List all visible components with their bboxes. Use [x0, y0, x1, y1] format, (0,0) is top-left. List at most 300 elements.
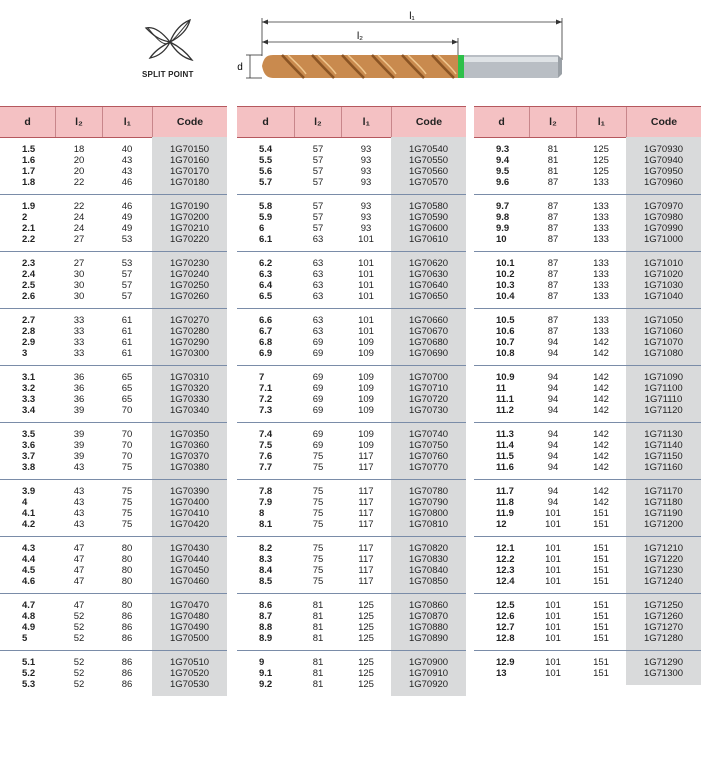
overall-length-cell: 151	[593, 622, 609, 633]
flute-length-cell: 36	[73, 394, 85, 405]
flute-length-cell: 63	[312, 280, 324, 291]
table-row	[237, 508, 466, 519]
table-row	[474, 543, 701, 554]
overall-length-cell: 75	[121, 486, 133, 497]
diameter-cell: 8.5	[259, 576, 273, 587]
code-cell: 1G71060	[643, 326, 684, 337]
diameter-cell: 2.5	[22, 280, 36, 291]
code-cell: 1G70690	[408, 348, 449, 359]
diameter-cell: 3.7	[22, 451, 36, 462]
table-row	[474, 611, 701, 622]
flute-length-cell: 87	[547, 212, 559, 223]
table-row	[0, 258, 227, 269]
code-cell: 1G70160	[169, 155, 210, 166]
header-d: d	[0, 107, 56, 137]
flute-length-cell: 87	[547, 234, 559, 245]
flute-length-cell: 75	[312, 451, 324, 462]
diameter-cell: 12.8	[496, 633, 515, 644]
diameter-cell: 3.8	[22, 462, 36, 473]
diameter-cell: 1.8	[22, 177, 36, 188]
flute-length-cell: 101	[545, 633, 561, 644]
code-cell: 1G70290	[169, 337, 210, 348]
flute-length-cell: 101	[545, 508, 561, 519]
row-group	[237, 423, 466, 480]
table-row	[474, 269, 701, 280]
code-cell: 1G70990	[643, 223, 684, 234]
diameter-cell: 6.2	[259, 258, 273, 269]
overall-length-cell: 142	[593, 451, 609, 462]
diameter-cell: 11	[496, 383, 507, 394]
table-row	[237, 543, 466, 554]
diameter-cell: 12.3	[496, 565, 515, 576]
overall-length-cell: 142	[593, 348, 609, 359]
code-cell: 1G70980	[643, 212, 684, 223]
flute-length-cell: 63	[312, 234, 324, 245]
table-row	[474, 144, 701, 155]
code-cell: 1G70680	[408, 337, 449, 348]
code-cell: 1G71070	[643, 337, 684, 348]
flute-length-cell: 69	[312, 337, 324, 348]
diameter-cell: 9.8	[496, 212, 510, 223]
overall-length-cell: 125	[358, 622, 374, 633]
flute-length-cell: 63	[312, 291, 324, 302]
code-cell: 1G71090	[643, 372, 684, 383]
table-row	[0, 348, 227, 359]
table-row	[0, 497, 227, 508]
diameter-cell: 10.5	[496, 315, 515, 326]
flute-length-cell: 94	[547, 337, 559, 348]
flute-length-cell: 30	[73, 280, 85, 291]
table-row	[474, 451, 701, 462]
code-cell: 1G71050	[643, 315, 684, 326]
header-l1: l₁	[577, 107, 627, 137]
overall-length-cell: 133	[593, 258, 609, 269]
overall-length-cell: 86	[121, 657, 133, 668]
header-d: d	[237, 107, 295, 137]
code-cell: 1G70710	[408, 383, 449, 394]
overall-length-cell: 151	[593, 600, 609, 611]
flute-length-cell: 75	[312, 508, 324, 519]
table-row	[0, 212, 227, 223]
table-row	[0, 679, 227, 690]
row-group	[474, 537, 701, 594]
flute-length-cell: 94	[547, 440, 559, 451]
code-cell: 1G71260	[643, 611, 684, 622]
overall-length-cell: 109	[358, 405, 374, 416]
overall-length-cell: 125	[593, 144, 609, 155]
code-cell: 1G71270	[643, 622, 684, 633]
code-cell: 1G70310	[169, 372, 210, 383]
code-cell: 1G71020	[643, 269, 684, 280]
diameter-cell: 6.4	[259, 280, 273, 291]
table-row	[474, 668, 701, 679]
flute-length-cell: 47	[73, 565, 85, 576]
product-header	[0, 0, 701, 100]
flute-length-cell: 101	[545, 611, 561, 622]
flute-length-cell: 75	[312, 576, 324, 587]
code-cell: 1G70150	[169, 144, 210, 155]
d-dimension-label: d	[237, 62, 243, 73]
diameter-cell: 12.2	[496, 554, 515, 565]
code-cell: 1G70940	[643, 155, 684, 166]
diameter-cell: 3.2	[22, 383, 36, 394]
diameter-cell: 9.5	[496, 166, 510, 177]
diameter-cell: 4.7	[22, 600, 36, 611]
code-cell: 1G70930	[643, 144, 684, 155]
overall-length-cell: 101	[358, 269, 374, 280]
code-cell: 1G71190	[644, 508, 683, 519]
flute-length-cell: 94	[547, 486, 559, 497]
table-row	[237, 486, 466, 497]
flute-length-cell: 43	[73, 497, 85, 508]
diameter-cell: 4.9	[22, 622, 36, 633]
overall-length-cell: 93	[360, 155, 372, 166]
table-header	[0, 106, 227, 138]
flute-length-cell: 101	[545, 554, 561, 565]
flute-length-cell: 47	[73, 543, 85, 554]
flute-length-cell: 18	[73, 144, 85, 155]
table-row	[474, 177, 701, 188]
row-group	[0, 195, 227, 252]
diameter-cell: 10.4	[496, 291, 515, 302]
flute-length-cell: 75	[312, 497, 324, 508]
table-row	[0, 280, 227, 291]
table-row	[474, 440, 701, 451]
code-cell: 1G71010	[643, 258, 684, 269]
diameter-cell: 5.6	[259, 166, 273, 177]
flute-length-cell: 43	[73, 462, 85, 473]
code-cell: 1G70550	[408, 155, 449, 166]
row-group	[237, 480, 466, 537]
overall-length-cell: 125	[358, 657, 374, 668]
flute-length-cell: 63	[312, 258, 324, 269]
table-row	[237, 280, 466, 291]
overall-length-cell: 86	[121, 611, 133, 622]
diameter-cell: 4.6	[22, 576, 36, 587]
flute-length-cell: 69	[312, 372, 324, 383]
table-row	[0, 622, 227, 633]
size-table-2	[237, 106, 466, 696]
flute-length-cell: 81	[312, 600, 324, 611]
table-row	[474, 622, 701, 633]
code-cell: 1G70250	[169, 280, 210, 291]
overall-length-cell: 93	[360, 212, 372, 223]
flute-length-cell: 22	[73, 201, 85, 212]
overall-length-cell: 65	[121, 383, 133, 394]
code-cell: 1G70890	[408, 633, 449, 644]
code-cell: 1G71150	[644, 451, 683, 462]
overall-length-cell: 43	[121, 166, 133, 177]
table-row	[0, 657, 227, 668]
table-row	[237, 177, 466, 188]
code-cell: 1G71290	[643, 657, 684, 668]
code-cell: 1G70630	[408, 269, 449, 280]
flute-length-cell: 39	[73, 451, 85, 462]
flute-length-cell: 94	[547, 394, 559, 405]
overall-length-cell: 151	[593, 565, 609, 576]
diameter-cell: 12.5	[496, 600, 515, 611]
code-cell: 1G70580	[408, 201, 449, 212]
table-row	[237, 600, 466, 611]
overall-length-cell: 70	[121, 429, 133, 440]
flute-length-cell: 33	[73, 348, 85, 359]
table-row	[237, 679, 466, 690]
flute-length-cell: 94	[547, 497, 559, 508]
overall-length-cell: 142	[593, 462, 609, 473]
table-row	[237, 519, 466, 530]
flute-length-cell: 101	[545, 657, 561, 668]
code-cell: 1G71120	[644, 405, 683, 416]
overall-length-cell: 133	[593, 212, 609, 223]
diameter-cell: 3	[22, 348, 28, 359]
diameter-cell: 7.8	[259, 486, 273, 497]
diameter-cell: 9.7	[496, 201, 510, 212]
overall-length-cell: 125	[358, 600, 374, 611]
overall-length-cell: 142	[593, 440, 609, 451]
code-cell: 1G70960	[643, 177, 684, 188]
flute-length-cell: 75	[312, 486, 324, 497]
overall-length-cell: 46	[121, 201, 133, 212]
table-header	[237, 106, 466, 138]
diameter-cell: 2.8	[22, 326, 36, 337]
header-l1: l₁	[342, 107, 392, 137]
flute-length-cell: 101	[545, 600, 561, 611]
code-cell: 1G70740	[408, 429, 449, 440]
diameter-cell: 6.6	[259, 315, 273, 326]
code-cell: 1G70830	[408, 554, 449, 565]
row-group	[0, 651, 227, 696]
code-cell: 1G70600	[408, 223, 449, 234]
diameter-cell: 8.3	[259, 554, 273, 565]
flute-length-cell: 94	[547, 429, 559, 440]
overall-length-cell: 86	[121, 679, 133, 690]
flute-length-cell: 94	[547, 348, 559, 359]
row-group	[237, 594, 466, 651]
table-row	[0, 668, 227, 679]
code-cell: 1G70800	[408, 508, 449, 519]
table-body	[237, 138, 466, 696]
flute-length-cell: 87	[547, 315, 559, 326]
diameter-cell: 2	[22, 212, 28, 223]
code-cell: 1G70450	[169, 565, 210, 576]
diameter-cell: 3.1	[22, 372, 36, 383]
table-row	[474, 372, 701, 383]
overall-length-cell: 142	[593, 372, 609, 383]
overall-length-cell: 151	[593, 576, 609, 587]
table-row	[474, 486, 701, 497]
flute-length-cell: 69	[312, 348, 324, 359]
diameter-cell: 5.8	[259, 201, 273, 212]
diameter-cell: 10.6	[496, 326, 515, 337]
diameter-cell: 8.6	[259, 600, 273, 611]
diameter-cell: 8.7	[259, 611, 273, 622]
table-row	[0, 611, 227, 622]
flute-length-cell: 36	[73, 383, 85, 394]
flute-length-cell: 75	[312, 554, 324, 565]
overall-length-cell: 80	[121, 600, 133, 611]
overall-length-cell: 101	[358, 315, 374, 326]
table-row	[0, 166, 227, 177]
table-row	[237, 565, 466, 576]
overall-length-cell: 151	[593, 508, 609, 519]
table-row	[474, 291, 701, 302]
code-cell: 1G70730	[408, 405, 449, 416]
flute-length-cell: 101	[545, 622, 561, 633]
diameter-cell: 6.9	[259, 348, 273, 359]
flute-length-cell: 47	[73, 554, 85, 565]
overall-length-cell: 93	[360, 144, 372, 155]
overall-length-cell: 49	[121, 223, 133, 234]
flute-length-cell: 75	[312, 543, 324, 554]
overall-length-cell: 133	[593, 326, 609, 337]
flute-length-cell: 75	[312, 519, 324, 530]
flute-length-cell: 57	[312, 144, 324, 155]
overall-length-cell: 93	[360, 166, 372, 177]
row-group	[0, 252, 227, 309]
flute-length-cell: 75	[312, 462, 324, 473]
code-cell: 1G70790	[408, 497, 449, 508]
table-row	[474, 258, 701, 269]
code-cell: 1G70560	[408, 166, 449, 177]
table-row	[237, 212, 466, 223]
table-body	[0, 138, 227, 696]
row-group	[0, 309, 227, 366]
flute-length-cell: 63	[312, 315, 324, 326]
table-row	[237, 201, 466, 212]
overall-length-cell: 109	[358, 383, 374, 394]
flute-length-cell: 52	[73, 657, 85, 668]
overall-length-cell: 101	[358, 258, 374, 269]
diameter-cell: 6.1	[259, 234, 273, 245]
table-row	[237, 576, 466, 587]
code-cell: 1G71240	[643, 576, 684, 587]
flute-length-cell: 22	[73, 177, 85, 188]
row-group	[474, 366, 701, 423]
overall-length-cell: 142	[593, 394, 609, 405]
diameter-cell: 10.7	[496, 337, 515, 348]
diameter-cell: 8.2	[259, 543, 273, 554]
flute-length-cell: 27	[73, 234, 85, 245]
diameter-cell: 3.3	[22, 394, 36, 405]
diameter-cell: 11.6	[496, 462, 514, 473]
overall-length-cell: 117	[358, 576, 374, 587]
code-cell: 1G71000	[643, 234, 684, 245]
table-row	[474, 337, 701, 348]
overall-length-cell: 117	[358, 451, 374, 462]
code-cell: 1G70540	[408, 144, 449, 155]
table-row	[0, 394, 227, 405]
diameter-cell: 3.9	[22, 486, 36, 497]
diameter-cell: 10.9	[496, 372, 515, 383]
overall-length-cell: 117	[358, 462, 374, 473]
table-row	[0, 201, 227, 212]
table-row	[237, 440, 466, 451]
diameter-cell: 10.3	[496, 280, 515, 291]
flute-length-cell: 69	[312, 405, 324, 416]
diameter-cell: 12.4	[496, 576, 515, 587]
code-cell: 1G70530	[169, 679, 210, 690]
diameter-cell: 2.6	[22, 291, 36, 302]
flute-length-cell: 20	[73, 155, 85, 166]
table-row	[0, 543, 227, 554]
flute-length-cell: 43	[73, 486, 85, 497]
diameter-cell: 6.8	[259, 337, 273, 348]
overall-length-cell: 109	[358, 429, 374, 440]
code-cell: 1G70430	[169, 543, 210, 554]
code-cell: 1G70660	[408, 315, 449, 326]
code-cell: 1G71230	[643, 565, 684, 576]
row-group	[0, 537, 227, 594]
code-cell: 1G70230	[169, 258, 210, 269]
table-row	[474, 155, 701, 166]
diameter-cell: 8	[259, 508, 265, 519]
overall-length-cell: 133	[593, 177, 609, 188]
code-cell: 1G70410	[169, 508, 210, 519]
code-cell: 1G71110	[644, 394, 683, 405]
table-row	[237, 405, 466, 416]
flute-length-cell: 33	[73, 315, 85, 326]
diameter-cell: 5.7	[259, 177, 273, 188]
overall-length-cell: 109	[358, 337, 374, 348]
table-row	[237, 291, 466, 302]
diameter-cell: 11.4	[496, 440, 514, 451]
table-row	[474, 201, 701, 212]
code-cell: 1G70420	[169, 519, 210, 530]
flute-length-cell: 57	[312, 212, 324, 223]
code-cell: 1G70500	[169, 633, 210, 644]
flute-length-cell: 87	[547, 258, 559, 269]
diameter-cell: 2.7	[22, 315, 36, 326]
overall-length-cell: 65	[121, 372, 133, 383]
overall-length-cell: 125	[358, 611, 374, 622]
table-body	[474, 138, 701, 685]
code-cell: 1G70300	[169, 348, 210, 359]
flute-length-cell: 87	[547, 177, 559, 188]
diameter-cell: 5.5	[259, 155, 273, 166]
code-cell: 1G70720	[408, 394, 449, 405]
flute-length-cell: 75	[312, 565, 324, 576]
diameter-cell: 12.9	[496, 657, 515, 668]
code-cell: 1G70240	[169, 269, 210, 280]
diameter-cell: 8.8	[259, 622, 273, 633]
code-cell: 1G70330	[169, 394, 210, 405]
flute-length-cell: 52	[73, 668, 85, 679]
code-cell: 1G70320	[169, 383, 210, 394]
flute-length-cell: 43	[73, 508, 85, 519]
flute-length-cell: 43	[73, 519, 85, 530]
overall-length-cell: 65	[121, 394, 133, 405]
flute-length-cell: 81	[312, 611, 324, 622]
flute-length-cell: 94	[547, 451, 559, 462]
diameter-cell: 2.2	[22, 234, 36, 245]
flute-length-cell: 81	[547, 144, 559, 155]
row-group	[0, 480, 227, 537]
flute-length-cell: 47	[73, 576, 85, 587]
code-cell: 1G70700	[408, 372, 449, 383]
diameter-cell: 7.7	[259, 462, 273, 473]
overall-length-cell: 125	[358, 633, 374, 644]
overall-length-cell: 61	[121, 326, 133, 337]
header-l2: l₂	[295, 107, 341, 137]
diameter-cell: 4.8	[22, 611, 36, 622]
flute-length-cell: 20	[73, 166, 85, 177]
table-row	[474, 383, 701, 394]
table-row	[237, 554, 466, 565]
table-row	[0, 223, 227, 234]
code-cell: 1G70260	[169, 291, 210, 302]
table-row	[0, 405, 227, 416]
code-cell: 1G70340	[169, 405, 210, 416]
